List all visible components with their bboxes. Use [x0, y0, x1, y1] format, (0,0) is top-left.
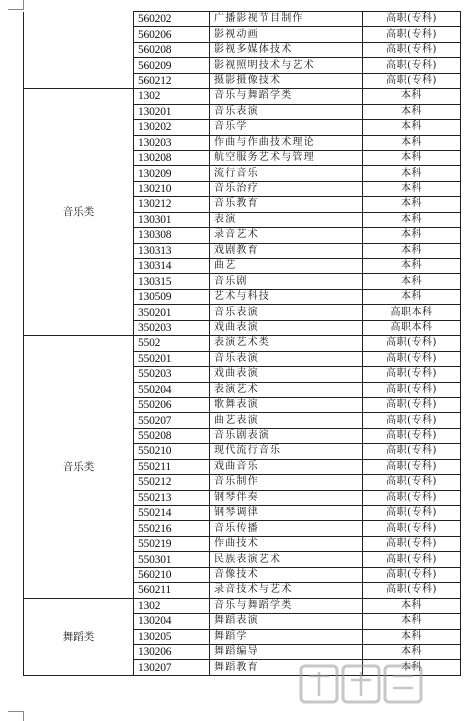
- code-cell: 560211: [134, 583, 210, 598]
- code-cell: 550206: [134, 397, 210, 412]
- category-cell: 舞蹈类: [24, 598, 134, 675]
- name-cell: 音乐表演: [210, 104, 363, 119]
- level-cell: 本科: [363, 644, 461, 659]
- name-cell: 戏曲表演: [210, 320, 363, 335]
- name-cell: 表演艺术类: [210, 336, 363, 351]
- name-cell: 音乐剧表演: [210, 428, 363, 443]
- level-cell: 高职(专科): [363, 382, 461, 397]
- name-cell: 音乐教育: [210, 197, 363, 212]
- level-cell: 高职(专科): [363, 336, 461, 351]
- code-cell: 550216: [134, 521, 210, 536]
- level-cell: 高职(专科): [363, 567, 461, 582]
- level-cell: 高职(专科): [363, 552, 461, 567]
- code-cell: 130203: [134, 135, 210, 150]
- code-cell: 560209: [134, 58, 210, 73]
- code-cell: 130308: [134, 228, 210, 243]
- code-cell: 550213: [134, 490, 210, 505]
- code-cell: 550301: [134, 552, 210, 567]
- code-cell: 560212: [134, 73, 210, 88]
- name-cell: 音乐传播: [210, 521, 363, 536]
- code-cell: 1302: [134, 598, 210, 613]
- code-cell: 130313: [134, 243, 210, 258]
- code-cell: 130201: [134, 104, 210, 119]
- code-cell: 130204: [134, 614, 210, 629]
- code-cell: 130315: [134, 274, 210, 289]
- level-cell: 本科: [363, 181, 461, 196]
- level-cell: 高职(专科): [363, 459, 461, 474]
- code-cell: 1302: [134, 89, 210, 104]
- level-cell: 高职(专科): [363, 397, 461, 412]
- code-cell: 130206: [134, 644, 210, 659]
- level-cell: 高职(专科): [363, 367, 461, 382]
- level-cell: 本科: [363, 259, 461, 274]
- name-cell: 音乐学: [210, 120, 363, 135]
- major-table-page: [23, 11, 460, 676]
- name-cell: 录音技术与艺术: [210, 583, 363, 598]
- table-row: [24, 336, 461, 351]
- name-cell: 表演艺术: [210, 382, 363, 397]
- name-cell: 摄影摄像技术: [210, 73, 363, 88]
- name-cell: 音乐剧: [210, 274, 363, 289]
- code-cell: 5502: [134, 336, 210, 351]
- name-cell: 现代流行音乐: [210, 444, 363, 459]
- name-cell: 戏曲表演: [210, 367, 363, 382]
- level-cell: 高职(专科): [363, 58, 461, 73]
- level-cell: 高职(专科): [363, 583, 461, 598]
- level-cell: 高职(专科): [363, 73, 461, 88]
- level-cell: 本科: [363, 289, 461, 304]
- level-cell: 高职(专科): [363, 27, 461, 42]
- level-cell: 本科: [363, 104, 461, 119]
- code-cell: 560208: [134, 42, 210, 57]
- level-cell: 高职(专科): [363, 428, 461, 443]
- name-cell: 音乐表演: [210, 305, 363, 320]
- level-cell: 高职本科: [363, 320, 461, 335]
- name-cell: 音乐与舞蹈学类: [210, 598, 363, 613]
- code-cell: 130210: [134, 181, 210, 196]
- name-cell: 音乐与舞蹈学类: [210, 89, 363, 104]
- level-cell: 本科: [363, 89, 461, 104]
- name-cell: 流行音乐: [210, 166, 363, 181]
- code-cell: 560210: [134, 567, 210, 582]
- code-cell: 130301: [134, 212, 210, 227]
- code-cell: 130314: [134, 259, 210, 274]
- level-cell: 高职(专科): [363, 12, 461, 27]
- level-cell: 高职本科: [363, 305, 461, 320]
- name-cell: 影视动画: [210, 27, 363, 42]
- name-cell: 钢琴调律: [210, 506, 363, 521]
- code-cell: 130212: [134, 197, 210, 212]
- code-cell: 550214: [134, 506, 210, 521]
- level-cell: 高职(专科): [363, 475, 461, 490]
- level-cell: 高职(专科): [363, 444, 461, 459]
- name-cell: 艺术与科技: [210, 289, 363, 304]
- page-corner-mark: [8, 0, 24, 10]
- level-cell: 本科: [363, 228, 461, 243]
- name-cell: 民族表演艺术: [210, 552, 363, 567]
- name-cell: 舞蹈学: [210, 629, 363, 644]
- code-cell: 550211: [134, 459, 210, 474]
- name-cell: 航空服务艺术与管理: [210, 150, 363, 165]
- name-cell: 舞蹈教育: [210, 660, 363, 675]
- code-cell: 550210: [134, 444, 210, 459]
- level-cell: 高职(专科): [363, 413, 461, 428]
- code-cell: 550204: [134, 382, 210, 397]
- code-cell: 560206: [134, 27, 210, 42]
- level-cell: 高职(专科): [363, 351, 461, 366]
- level-cell: 高职(专科): [363, 490, 461, 505]
- code-cell: 130205: [134, 629, 210, 644]
- name-cell: 作曲技术: [210, 536, 363, 551]
- code-cell: 550219: [134, 536, 210, 551]
- level-cell: 本科: [363, 598, 461, 613]
- name-cell: 歌舞表演: [210, 397, 363, 412]
- category-cell-continued: [24, 12, 134, 89]
- code-cell: 350203: [134, 320, 210, 335]
- level-cell: 高职(专科): [363, 506, 461, 521]
- name-cell: 钢琴伴奏: [210, 490, 363, 505]
- level-cell: 本科: [363, 212, 461, 227]
- level-cell: 本科: [363, 660, 461, 675]
- code-cell: 550207: [134, 413, 210, 428]
- code-cell: 130207: [134, 660, 210, 675]
- code-cell: 550203: [134, 367, 210, 382]
- code-cell: 560202: [134, 12, 210, 27]
- name-cell: 曲艺表演: [210, 413, 363, 428]
- name-cell: 音乐治疗: [210, 181, 363, 196]
- name-cell: 戏曲音乐: [210, 459, 363, 474]
- code-cell: 130209: [134, 166, 210, 181]
- table-row: [24, 12, 461, 27]
- major-table-body: [24, 12, 461, 676]
- name-cell: 广播影视节目制作: [210, 12, 363, 27]
- code-cell: 130202: [134, 120, 210, 135]
- level-cell: 本科: [363, 166, 461, 181]
- name-cell: 表演: [210, 212, 363, 227]
- code-cell: 550201: [134, 351, 210, 366]
- name-cell: 作曲与作曲技术理论: [210, 135, 363, 150]
- name-cell: 舞蹈编导: [210, 644, 363, 659]
- name-cell: 录音艺术: [210, 228, 363, 243]
- name-cell: 音乐表演: [210, 351, 363, 366]
- level-cell: 本科: [363, 629, 461, 644]
- level-cell: 高职(专科): [363, 42, 461, 57]
- name-cell: 戏剧教育: [210, 243, 363, 258]
- code-cell: 550208: [134, 428, 210, 443]
- level-cell: 本科: [363, 197, 461, 212]
- level-cell: 本科: [363, 135, 461, 150]
- name-cell: 音乐制作: [210, 475, 363, 490]
- level-cell: 本科: [363, 243, 461, 258]
- name-cell: 影视多媒体技术: [210, 42, 363, 57]
- table-row: [24, 598, 461, 613]
- code-cell: 130509: [134, 289, 210, 304]
- name-cell: 影视照明技术与艺术: [210, 58, 363, 73]
- level-cell: 本科: [363, 614, 461, 629]
- name-cell: 音像技术: [210, 567, 363, 582]
- category-cell: 音乐类: [24, 89, 134, 336]
- code-cell: 130208: [134, 150, 210, 165]
- level-cell: 本科: [363, 120, 461, 135]
- level-cell: 本科: [363, 150, 461, 165]
- name-cell: 曲艺: [210, 259, 363, 274]
- level-cell: 高职(专科): [363, 536, 461, 551]
- name-cell: 舞蹈表演: [210, 614, 363, 629]
- code-cell: 350201: [134, 305, 210, 320]
- level-cell: 高职(专科): [363, 521, 461, 536]
- major-table: [23, 11, 461, 676]
- table-row: [24, 89, 461, 104]
- level-cell: 本科: [363, 274, 461, 289]
- category-cell: 音乐类: [24, 336, 134, 598]
- code-cell: 550212: [134, 475, 210, 490]
